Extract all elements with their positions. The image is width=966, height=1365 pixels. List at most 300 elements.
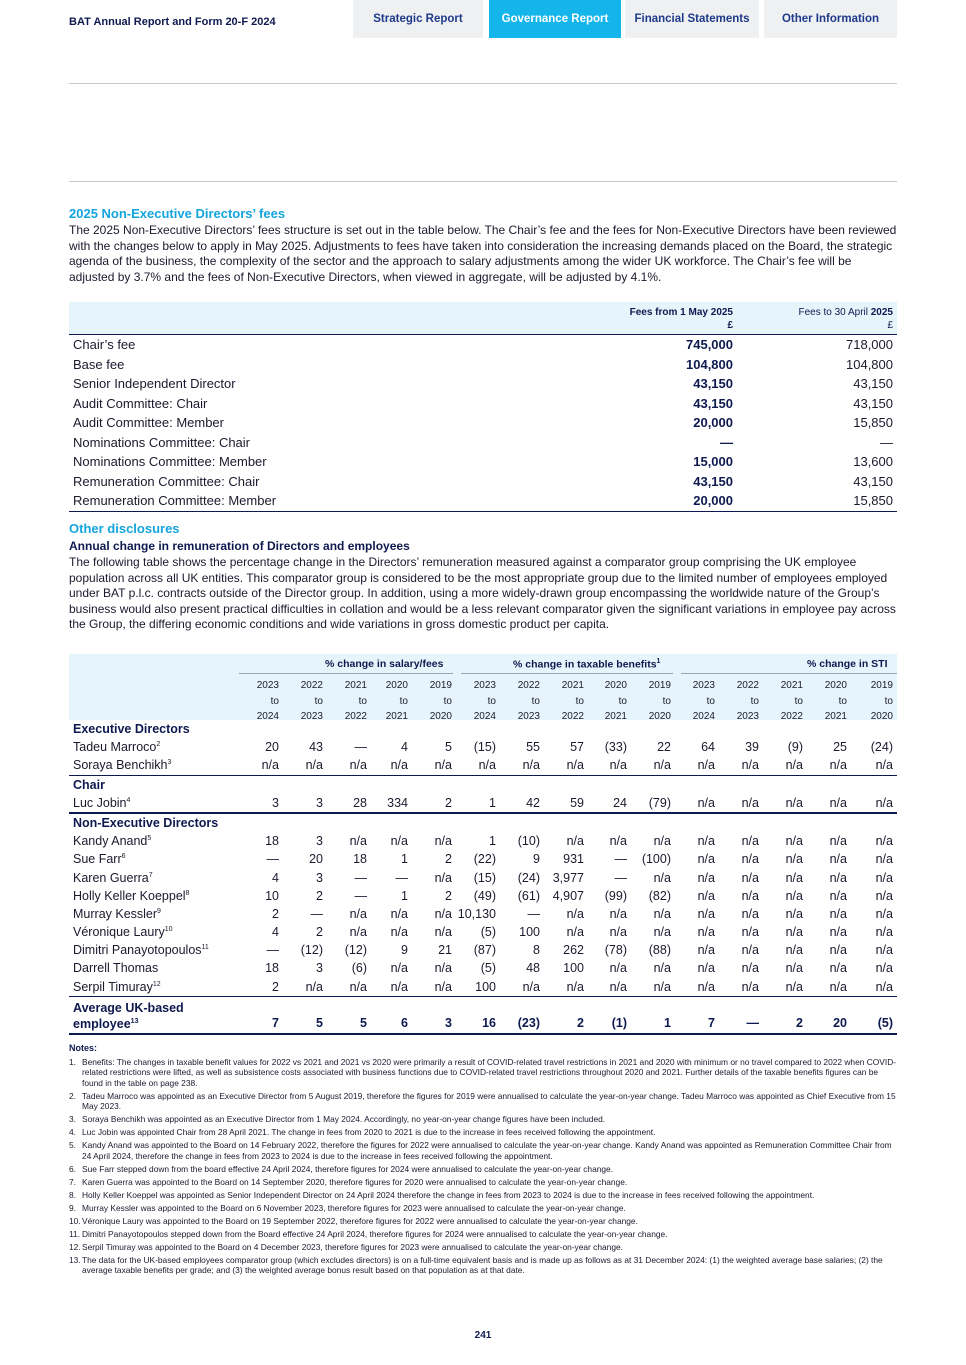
table-cell: n/a — [697, 888, 715, 903]
fee-value-2024: 15,850 — [853, 415, 893, 431]
year-range-line: to — [314, 695, 323, 707]
year-range-line: to — [531, 695, 540, 707]
note-text: The data for the UK-based employees comparator group (which excludes directors) is on a full-time equivalent basis and is made up as follows as at 31 December 2024: (1) the weighted average base salaries; (2) the average taxable benefits per grade; and (3) the weighted average bonus result based on that population as at that date. — [82, 1254, 883, 1276]
table-cell: n/a — [785, 758, 803, 773]
table-cell: n/a — [349, 758, 367, 773]
fee-value-2024: 718,000 — [846, 337, 893, 353]
fees-table-row — [69, 394, 897, 414]
table-cell: n/a — [875, 852, 893, 867]
table-cell: 10,130 — [457, 906, 496, 921]
table-cell: 4 — [401, 740, 408, 755]
year-range-line: 2023 — [473, 680, 496, 691]
fees-table-body — [69, 335, 897, 511]
table-cell: 5 — [445, 740, 452, 755]
year-range-line: 2024 — [692, 711, 715, 722]
year-range-line: to — [838, 695, 847, 707]
table-cell: 1 — [489, 796, 496, 811]
table-cell: (15) — [473, 740, 496, 755]
table-cell: — — [266, 852, 279, 867]
table-row — [69, 738, 897, 756]
table-cell: n/a — [609, 961, 627, 976]
remuneration-change-subtitle: Annual change in remuneration of Directors and employees — [69, 539, 410, 553]
table-rule — [69, 1033, 897, 1035]
section-heading: Non-Executive Directors — [73, 815, 219, 830]
notes-list — [69, 1057, 899, 1278]
fee-value-2024: — — [880, 434, 893, 450]
table-cell: n/a — [434, 979, 452, 994]
note-text: Serpil Timuray was appointed to the Board on 4 December 2023, therefore figures for 2023 were annualised to calculate the year-on-year change. — [82, 1241, 623, 1252]
note-number: 6. — [69, 1163, 76, 1174]
footnote-marker: 1 — [656, 658, 661, 665]
section-heading: Executive Directors — [73, 722, 190, 736]
table-cell: n/a — [478, 758, 496, 773]
year-range-header — [458, 678, 496, 725]
table-cell: 2 — [272, 906, 279, 921]
table-row — [69, 794, 897, 812]
table-cell: n/a — [697, 834, 715, 849]
table-cell: n/a — [875, 943, 893, 958]
table-cell: 2 — [796, 1016, 803, 1031]
table-cell: (78) — [604, 943, 627, 958]
table-row — [69, 850, 897, 868]
table-cell: (24) — [870, 740, 893, 755]
director-name-text: Kandy Anand — [73, 834, 148, 849]
note-number: 8. — [69, 1189, 76, 1200]
year-range-header — [285, 678, 323, 725]
table-cell: 4,907 — [552, 888, 584, 903]
director-name — [73, 980, 161, 994]
year-range-line: to — [662, 695, 671, 707]
table-cell: n/a — [390, 906, 408, 921]
table-cell: (5) — [877, 1016, 893, 1031]
footnote-marker: 2 — [156, 741, 161, 749]
table-cell: n/a — [785, 834, 803, 849]
column-group-label: % change in taxable benefits — [513, 658, 657, 671]
director-name-text: Karen Guerra — [73, 870, 149, 885]
table-cell: n/a — [522, 979, 540, 994]
footnote-marker: 8 — [185, 889, 190, 897]
director-name — [73, 889, 189, 903]
table-cell: — — [354, 740, 367, 755]
year-range-line: 2022 — [780, 711, 803, 722]
year-range-line: 2022 — [300, 680, 323, 691]
table-cell: 1 — [664, 1016, 671, 1031]
note-text: Benefits: The changes in taxable benefit values for 2022 vs 2021 and 2021 vs 2020 were primarily a result of COVID-related travel restrictions in 2021 and 2020 with minimum or no travel compared to 2022 when COVID-related restrictions were lifted, as well as subsistence costs associated with business functions due to COVID-related travel restrictions throughout 2020 and 2021. Further details of the taxable benefits figures can be found in the table on page 238. — [82, 1057, 897, 1088]
table-cell: 1 — [401, 888, 408, 903]
table-cell: n/a — [522, 758, 540, 773]
fee-label: Remuneration Committee: Member — [73, 493, 277, 509]
note-number: 5. — [69, 1140, 76, 1151]
table-cell: 8 — [533, 943, 540, 958]
table-row — [69, 923, 897, 941]
table-cell: 22 — [657, 740, 671, 755]
tab-governance-report[interactable]: Governance Report — [489, 0, 621, 38]
year-range-header — [589, 678, 627, 725]
year-range-line: 2020 — [648, 711, 671, 722]
table-cell: n/a — [697, 758, 715, 773]
table-cell: 25 — [833, 740, 847, 755]
table-cell: n/a — [785, 943, 803, 958]
table-cell: 9 — [401, 943, 408, 958]
table-cell: 57 — [570, 740, 584, 755]
year-range-header — [370, 678, 408, 725]
fees-table — [69, 302, 897, 512]
fees-table-row — [69, 335, 897, 355]
fee-value-2025: 43,150 — [693, 376, 733, 392]
table-cell: n/a — [609, 834, 627, 849]
tab-financial-statements[interactable]: Financial Statements — [625, 0, 759, 38]
year-range-line: 2019 — [648, 680, 671, 691]
footnote-marker: 3 — [167, 759, 172, 767]
table-cell: — — [310, 906, 323, 921]
table-cell: (15) — [473, 870, 496, 885]
average-employee-row — [69, 997, 897, 1033]
table-cell: n/a — [390, 961, 408, 976]
table-cell: n/a — [741, 888, 759, 903]
year-range-line: 2020 — [429, 711, 452, 722]
table-cell: 3 — [316, 796, 323, 811]
fees-section-title: 2025 Non-Executive Directors’ fees — [69, 206, 286, 221]
note-number: 13. — [69, 1254, 81, 1265]
table-cell: n/a — [741, 796, 759, 811]
document-title: BAT Annual Report and Form 20-F 2024 — [69, 16, 276, 28]
year-range-line: 2021 — [824, 711, 847, 722]
table-cell: n/a — [349, 979, 367, 994]
fee-label: Audit Committee: Member — [73, 415, 224, 431]
column-group-label: % change in STI — [807, 658, 888, 670]
table-cell: — — [266, 943, 279, 958]
table-cell: (88) — [648, 943, 671, 958]
note-item — [69, 1114, 899, 1124]
note-text: Luc Jobin was appointed Chair from 28 April 2021. The change in fees from 2020 to 2021 is due to the increase in fees received following the appointment. — [82, 1127, 656, 1138]
footnote-marker: 7 — [148, 871, 153, 879]
note-item — [69, 1203, 899, 1213]
table-cell: n/a — [741, 834, 759, 849]
table-cell: (6) — [351, 961, 367, 976]
table-cell: n/a — [785, 925, 803, 940]
table-cell: (1) — [611, 1016, 627, 1031]
fee-value-2024: 13,600 — [853, 454, 893, 470]
table-cell: (87) — [473, 943, 496, 958]
year-range-line: to — [399, 695, 408, 707]
note-text: Soraya Benchikh was appointed as an Executive Director from 1 May 2024. Accordingly, no year-on-year change figures have been included. — [82, 1114, 606, 1125]
note-text: Holly Keller Koeppel was appointed as Senior Independent Director on 24 April 2024 therefore the change in fees from 2023 to 2024 is due to the increase in fees received following the appointment. — [82, 1189, 815, 1200]
table-cell: (5) — [480, 961, 496, 976]
table-cell: n/a — [829, 979, 847, 994]
table-cell: 6 — [401, 1016, 408, 1031]
table-cell: 100 — [563, 961, 584, 976]
tab-strategic-report[interactable]: Strategic Report — [353, 0, 483, 38]
table-cell: n/a — [697, 961, 715, 976]
year-range-header — [329, 678, 367, 725]
note-item — [69, 1057, 899, 1088]
table-cell: n/a — [609, 925, 627, 940]
fee-value-2024: 43,150 — [853, 473, 893, 489]
table-cell: n/a — [875, 870, 893, 885]
table-row — [69, 941, 897, 959]
table-cell: n/a — [434, 906, 452, 921]
year-range-line: 2022 — [736, 680, 759, 691]
table-cell: 1 — [401, 852, 408, 867]
note-item — [69, 1140, 899, 1161]
table-cell: n/a — [697, 925, 715, 940]
note-number: 9. — [69, 1202, 76, 1213]
note-text: Véronique Laury was appointed to the Board on 19 September 2022, therefore figures for 2022 were annualised to calculate the year-on-year change. — [82, 1215, 638, 1226]
table-cell: n/a — [349, 906, 367, 921]
table-cell: n/a — [566, 979, 584, 994]
table-row — [69, 832, 897, 850]
table-cell: n/a — [875, 925, 893, 940]
fee-value-2025: — — [720, 434, 733, 450]
average-employee-label — [73, 1000, 184, 1032]
note-number: 4. — [69, 1127, 76, 1138]
notes-title: Notes: — [69, 1043, 98, 1053]
year-range-line: to — [270, 695, 279, 707]
director-name-text: Tadeu Marroco — [73, 740, 157, 755]
table-cell: 2 — [272, 979, 279, 994]
table-cell: 3 — [316, 870, 323, 885]
table-row — [69, 978, 897, 996]
footnote-marker: 11 — [201, 944, 209, 952]
section-heading-row — [69, 814, 897, 832]
average-label-text: employee — [73, 1017, 131, 1032]
table-cell: n/a — [829, 796, 847, 811]
director-name — [73, 758, 171, 772]
table-cell: 4 — [272, 870, 279, 885]
fee-value-2025: 43,150 — [693, 473, 733, 489]
director-name — [73, 871, 153, 885]
table-row — [69, 869, 897, 887]
director-name — [73, 943, 209, 957]
table-cell: n/a — [741, 906, 759, 921]
table-cell: n/a — [434, 834, 452, 849]
fees-table-row — [69, 374, 897, 394]
fees-table-row — [69, 355, 897, 375]
table-cell: n/a — [875, 834, 893, 849]
footnote-marker: 6 — [121, 853, 126, 861]
table-cell: n/a — [741, 870, 759, 885]
table-row — [69, 959, 897, 977]
year-range-header — [721, 678, 759, 725]
table-cell: n/a — [741, 961, 759, 976]
footnote-marker: 10 — [164, 925, 173, 933]
table-cell: n/a — [390, 834, 408, 849]
director-name-text: Luc Jobin — [73, 796, 127, 811]
table-cell: n/a — [741, 852, 759, 867]
table-cell: 3 — [316, 834, 323, 849]
year-range-header — [677, 678, 715, 725]
fee-value-2025: 104,800 — [686, 356, 733, 372]
table-cell: n/a — [785, 852, 803, 867]
table-cell: 43 — [309, 740, 323, 755]
table-cell: 5 — [360, 1016, 367, 1031]
year-range-line: 2022 — [561, 711, 584, 722]
note-text: Kandy Anand was appointed to the Board on 14 February 2022, therefore the figures for 2022 were annualised to calculate the year-on-year change. Kandy Anand was appointed as Remuneration Committee Chair from 24 April 2024, therefore the change in fees from 2023 to 2024 is due to the increase in fees received following the appointment. — [82, 1140, 892, 1161]
table-cell: n/a — [875, 979, 893, 994]
table-cell: n/a — [785, 906, 803, 921]
note-number: 2. — [69, 1090, 76, 1101]
director-name-text: Sue Farr — [73, 852, 122, 867]
table-cell: (99) — [604, 888, 627, 903]
column-group-rule — [461, 673, 673, 674]
table-cell: 42 — [526, 796, 540, 811]
note-item — [69, 1177, 899, 1187]
table-cell: 28 — [353, 796, 367, 811]
table-cell: 2 — [445, 852, 452, 867]
footnote-marker: 9 — [157, 907, 161, 915]
fee-value-2025: 20,000 — [693, 415, 733, 431]
year-range-line: to — [706, 695, 715, 707]
director-name — [73, 961, 158, 975]
fee-value-2024: 15,850 — [853, 493, 893, 509]
director-name-text: Holly Keller Koeppel — [73, 888, 186, 903]
footnote-marker: 12 — [152, 980, 161, 988]
table-cell: n/a — [785, 796, 803, 811]
fee-label: Senior Independent Director — [73, 376, 236, 392]
table-cell: (79) — [648, 796, 671, 811]
table-cell: n/a — [653, 834, 671, 849]
table-cell: n/a — [741, 979, 759, 994]
table-rule — [69, 511, 897, 513]
note-number: 1. — [69, 1057, 76, 1067]
table-cell: n/a — [875, 758, 893, 773]
table-cell: n/a — [261, 758, 279, 773]
year-range-line: to — [618, 695, 627, 707]
table-cell: 4 — [272, 925, 279, 940]
table-cell: 20 — [833, 1016, 847, 1031]
table-cell: n/a — [653, 979, 671, 994]
table-cell: 3 — [316, 961, 323, 976]
table-cell: (10) — [517, 834, 540, 849]
table-cell: (22) — [473, 852, 496, 867]
table-cell: n/a — [829, 925, 847, 940]
table-cell: 1 — [489, 834, 496, 849]
table-cell: — — [614, 870, 627, 885]
table-cell: 9 — [533, 852, 540, 867]
table-cell: n/a — [785, 888, 803, 903]
table-cell: 3,977 — [552, 870, 584, 885]
table-cell: n/a — [349, 834, 367, 849]
average-label-line: Average UK-based — [73, 1001, 184, 1016]
table-cell: 64 — [701, 740, 715, 755]
table-cell: — — [354, 888, 367, 903]
table-cell: — — [527, 906, 540, 921]
column-group-header — [807, 658, 888, 670]
table-cell: 18 — [265, 834, 279, 849]
remuneration-table-body — [69, 720, 897, 1035]
table-cell: 10 — [265, 888, 279, 903]
table-cell: n/a — [697, 943, 715, 958]
divider — [69, 83, 897, 84]
fee-value-2025: 745,000 — [686, 337, 733, 353]
year-range-header — [414, 678, 452, 725]
tab-other-information[interactable]: Other Information — [764, 0, 897, 38]
fee-value-2024: 43,150 — [853, 395, 893, 411]
table-row — [69, 887, 897, 905]
table-row — [69, 756, 897, 774]
table-cell: n/a — [305, 758, 323, 773]
table-cell: 3 — [272, 796, 279, 811]
table-cell: n/a — [741, 758, 759, 773]
year-range-line: 2023 — [300, 711, 323, 722]
table-row — [69, 905, 897, 923]
director-name — [73, 852, 126, 866]
fee-value-2025: 43,150 — [693, 395, 733, 411]
column-group-header — [325, 658, 443, 670]
table-cell: n/a — [609, 758, 627, 773]
table-cell: n/a — [653, 925, 671, 940]
year-range-header — [241, 678, 279, 725]
fees-table-header — [69, 302, 897, 335]
footnote-marker: 5 — [147, 834, 152, 842]
average-label-line — [73, 1016, 184, 1032]
table-cell: 7 — [272, 1016, 279, 1031]
table-cell: 55 — [526, 740, 540, 755]
table-cell: 2 — [316, 888, 323, 903]
table-cell: n/a — [434, 961, 452, 976]
fees-section-body: The 2025 Non-Executive Directors’ fees structure is set out in the table below. The Chair’s fee and the fees for Non-Executive Directors have been reviewed with the changes below to apply in May 2025. Adjustments to fees have taken into consideration the increasing demands placed on the Board, the strategic agenda of the business, the complexity of the sector and the approach to salary adjustments among the wider UK workforce. The Chair’s fee will be adjusted by 3.7% and the fees of Non-Executive Directors, when viewed in aggregate, will be adjusted by 4.1%. — [69, 223, 897, 284]
table-cell: (23) — [517, 1016, 540, 1031]
table-cell: n/a — [434, 925, 452, 940]
year-range-header — [502, 678, 540, 725]
year-range-line: 2022 — [517, 680, 540, 691]
table-cell: n/a — [566, 925, 584, 940]
fee-value-2024: 104,800 — [846, 356, 893, 372]
director-name — [73, 907, 161, 921]
fee-label: Nominations Committee: Member — [73, 454, 267, 470]
table-cell: n/a — [829, 943, 847, 958]
remuneration-change-body: The following table shows the percentage change in the Directors’ remuneration measured against a comparator group comprising the UK employee population across all UK entities. This comparator group is considered to be the most appropriate group due to the limited number of employees employed under BAT p.l.c. contracts outside of the Director group. In addition, using a more widely-drawn group encompassing the worldwide nature of the Group’s business would also present practical difficulties in collation and would be a less relevant comparator given the significant variations in employee pay across the Group, the differing economic conditions and wide variations in gross domestic product per capita. — [69, 555, 896, 631]
year-range-line: to — [794, 695, 803, 707]
section-heading-row — [69, 776, 897, 794]
year-range-line: 2021 — [780, 680, 803, 691]
director-name-text: Serpil Timuray — [73, 979, 153, 994]
table-cell: n/a — [875, 906, 893, 921]
remuneration-table-header — [69, 654, 897, 720]
fee-value-2025: 20,000 — [693, 493, 733, 509]
table-cell: 100 — [519, 925, 540, 940]
section-heading: Chair — [73, 778, 105, 793]
year-range-line: to — [575, 695, 584, 707]
table-cell: (61) — [517, 888, 540, 903]
table-cell: n/a — [434, 758, 452, 773]
note-item — [69, 1229, 899, 1239]
year-range-line: 2019 — [429, 680, 452, 691]
table-cell: (5) — [480, 925, 496, 940]
year-range-line: to — [358, 695, 367, 707]
note-item — [69, 1255, 899, 1276]
year-range-line: 2024 — [256, 711, 279, 722]
table-cell: 7 — [708, 1016, 715, 1031]
table-cell: n/a — [653, 961, 671, 976]
note-text: Tadeu Marroco was appointed as an Executive Director from 5 August 2019, therefore the figures for 2019 were annualised to calculate the year-on-year change. Tadeu Marroco was appointed as Chief Executive from 15 May 2023. — [82, 1090, 896, 1112]
director-name-text: Soraya Benchikh — [73, 758, 168, 773]
table-cell: n/a — [829, 961, 847, 976]
fees-table-row — [69, 433, 897, 453]
table-cell: 24 — [613, 796, 627, 811]
table-cell: 48 — [526, 961, 540, 976]
fee-label: Chair’s fee — [73, 337, 136, 353]
note-number: 11. — [69, 1228, 81, 1239]
fee-label: Nominations Committee: Chair — [73, 434, 251, 450]
table-cell: n/a — [566, 906, 584, 921]
table-cell: (49) — [473, 888, 496, 903]
fee-label: Audit Committee: Chair — [73, 395, 208, 411]
year-range-line: 2021 — [385, 711, 408, 722]
note-item — [69, 1091, 899, 1112]
table-cell: n/a — [434, 870, 452, 885]
table-cell: (9) — [787, 740, 803, 755]
